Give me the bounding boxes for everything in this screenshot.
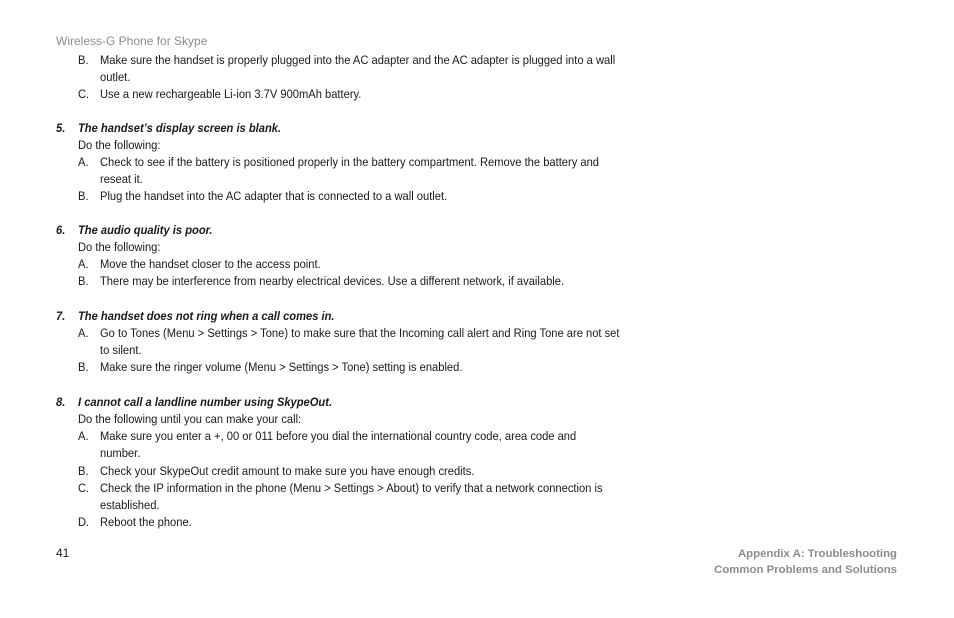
question-title: The handset’s display screen is blank. (78, 121, 282, 135)
page-header: Wireless-G Phone for Skype (56, 34, 208, 48)
list-item-text: Plug the handset into the AC adapter that is connected to a wall outlet. (100, 189, 448, 203)
list-item-text: Go to Tones (Menu > Settings > Tone) to make sure that the Incoming call alert and Ring Tone are not set (100, 326, 620, 340)
list-item-text: Make sure the ringer volume (Menu > Settings > Tone) setting is enabled. (100, 360, 463, 374)
question-title: I cannot call a landline number using SkypeOut. (78, 395, 333, 409)
list-item-letter: D. (78, 515, 90, 529)
list-item-letter: B. (78, 274, 89, 288)
list-item-text: Make sure the handset is properly plugged into the AC adapter and the AC adapter is plugged into a wall (100, 53, 616, 67)
question-lead: Do the following: (78, 240, 161, 254)
footer-subsection-title: Common Problems and Solutions (714, 564, 897, 576)
list-item-text: Check the IP information in the phone (Menu > Settings > About) to verify that a network connection is (100, 481, 603, 495)
list-item-letter: A. (78, 155, 89, 169)
list-item-letter: B. (78, 189, 89, 203)
list-item-letter: A. (78, 326, 89, 340)
question-number: 6. (56, 223, 66, 237)
list-item-text: reseat it. (100, 172, 143, 186)
list-item-text: established. (100, 498, 160, 512)
list-item-text: Move the handset closer to the access point. (100, 257, 321, 271)
footer-section (714, 546, 897, 578)
page-number: 41 (56, 546, 70, 560)
question-number: 8. (56, 395, 66, 409)
question-title: The audio quality is poor. (78, 223, 213, 237)
list-item-text: There may be interference from nearby electrical devices. Use a different network, if available. (100, 274, 565, 288)
list-item-letter: C. (78, 87, 90, 101)
list-item-text: Use a new rechargeable Li-ion 3.7V 900mAh battery. (100, 87, 362, 101)
question-lead: Do the following: (78, 138, 161, 152)
list-item-text: Check to see if the battery is positioned properly in the battery compartment. Remove the battery and (100, 155, 599, 169)
list-item-text: to silent. (100, 343, 142, 357)
footer-section-title: Appendix A: Troubleshooting (737, 548, 897, 560)
list-item-letter: A. (78, 257, 89, 271)
list-item-text: Check your SkypeOut credit amount to make sure you have enough credits. (100, 464, 475, 478)
list-item-text: number. (100, 446, 141, 460)
list-item-letter: B. (78, 360, 89, 374)
list-item-text: outlet. (100, 70, 131, 84)
list-item-text: Reboot the phone. (100, 515, 192, 529)
list-item-letter: B. (78, 464, 89, 478)
list-item-letter: B. (78, 53, 89, 67)
question-lead: Do the following until you can make your call: (78, 412, 302, 426)
question-number: 7. (56, 309, 66, 323)
list-item-text: Make sure you enter a +, 00 or 011 before you dial the international country code, area code and (100, 429, 577, 443)
question-title: The handset does not ring when a call comes in. (78, 309, 335, 323)
list-item-letter: C. (78, 481, 90, 495)
list-item-letter: A. (78, 429, 89, 443)
question-number: 5. (56, 121, 66, 135)
